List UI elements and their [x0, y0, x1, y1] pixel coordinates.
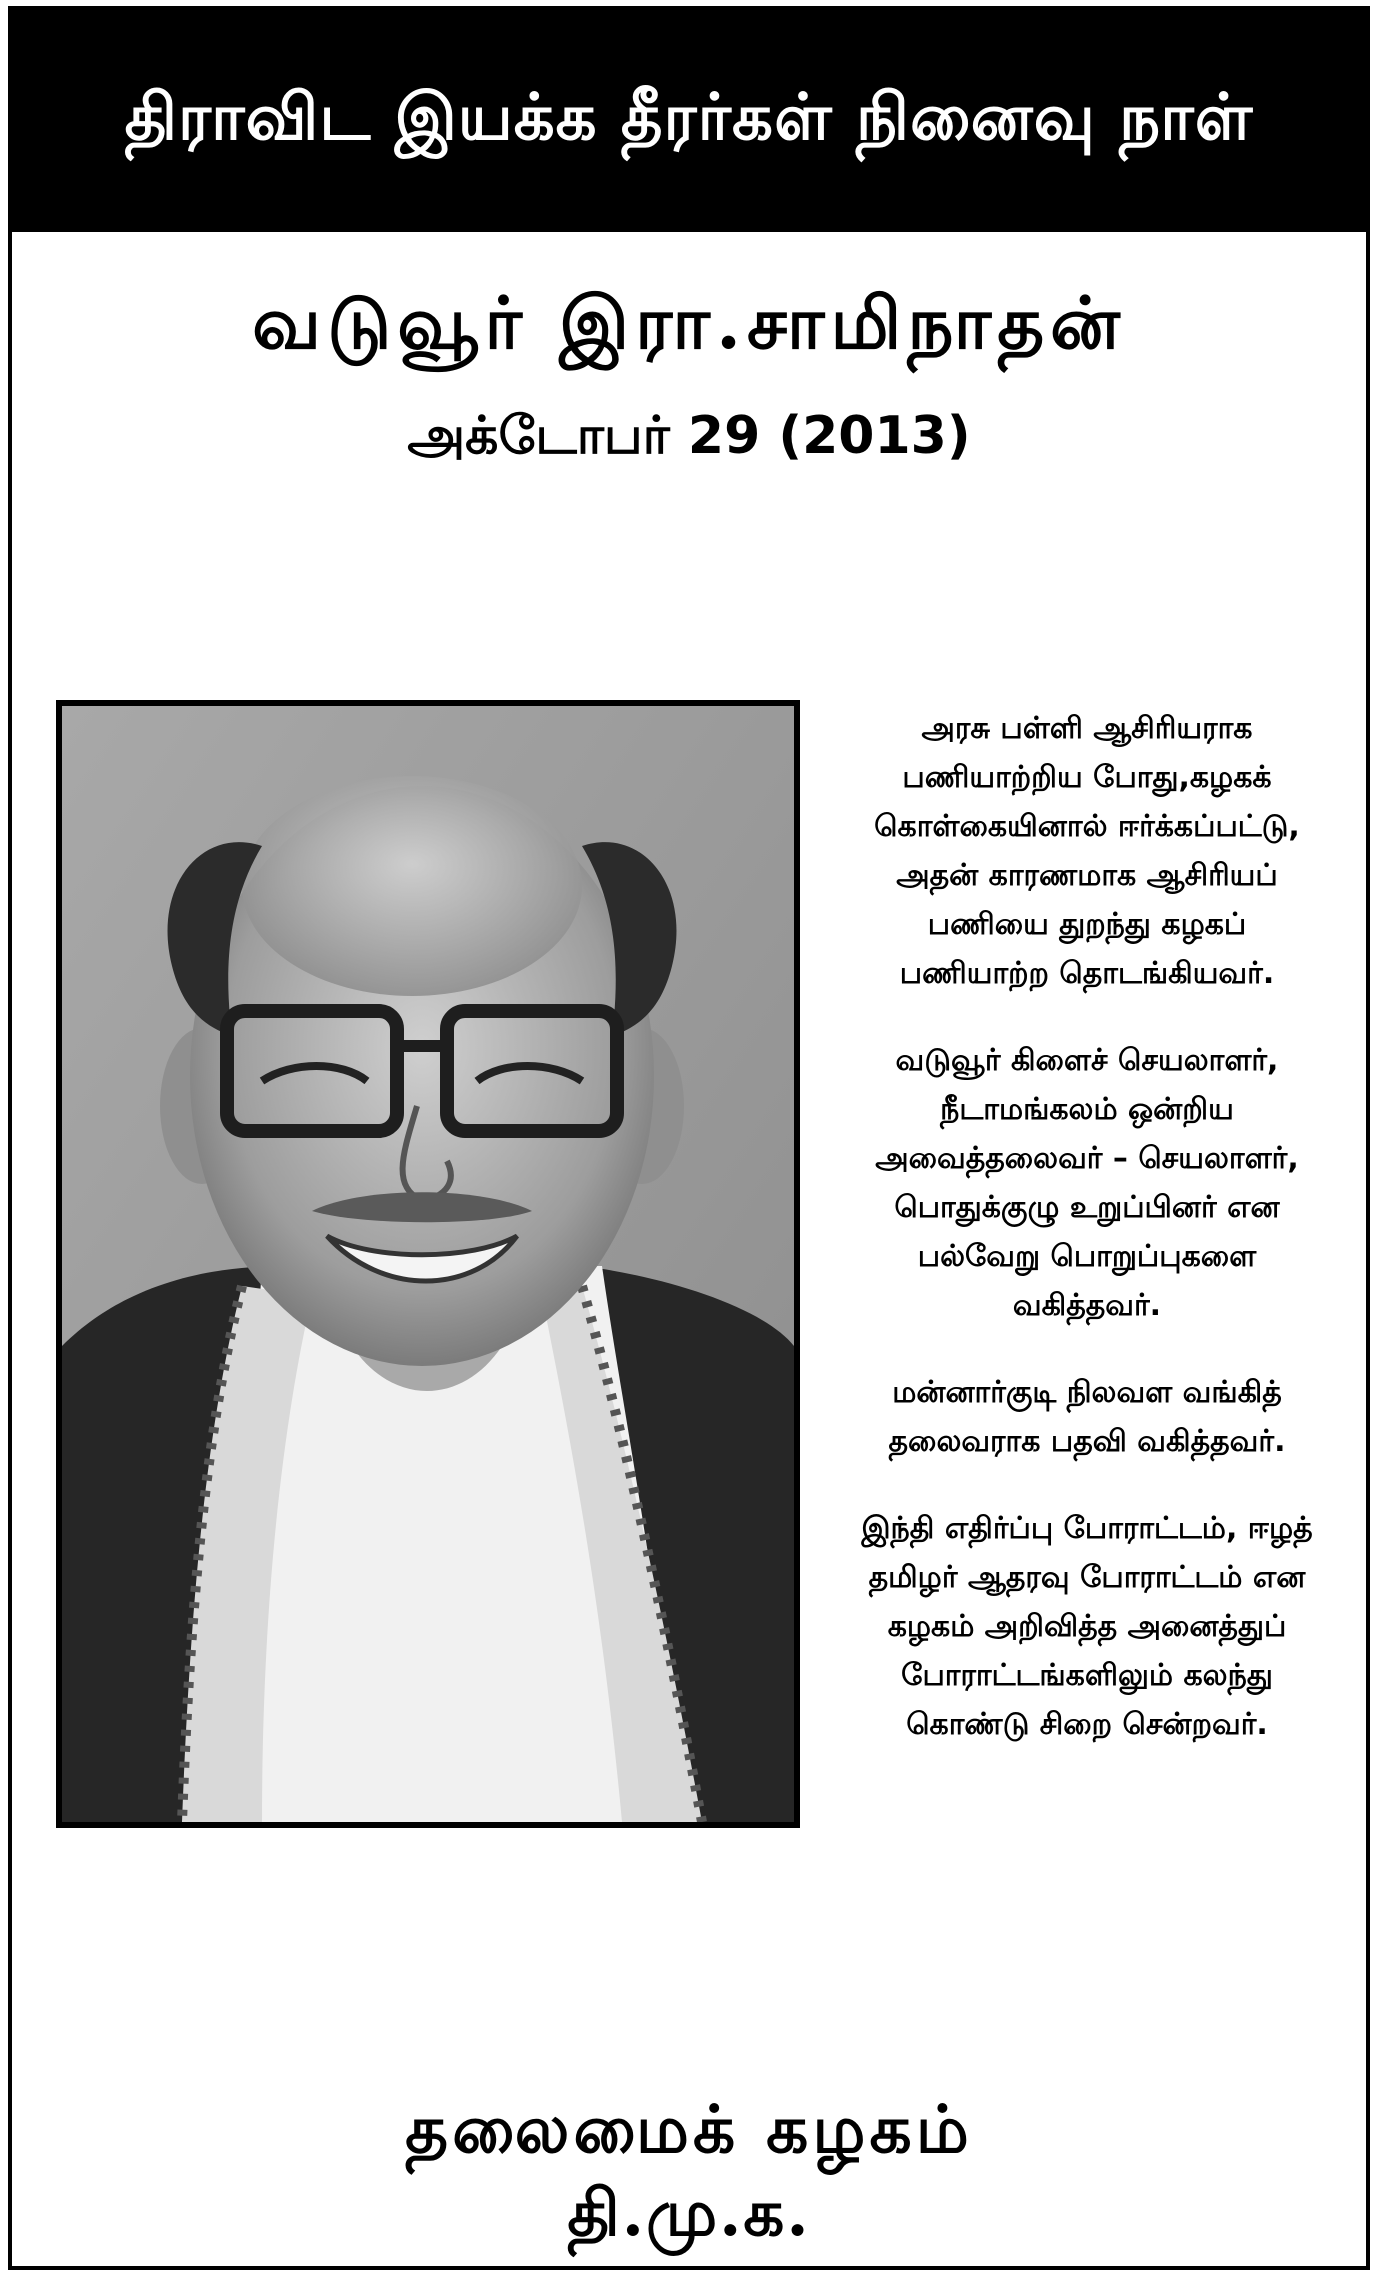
- bio-line: அவைத்தலைவர் – செயலாளர்,: [875, 1141, 1299, 1176]
- person-name: வடுவூர் இரா.சாமிநாதன்: [252, 280, 1126, 365]
- bio-line: அதன் காரணமாக ஆசிரியப்: [896, 858, 1278, 893]
- bio-line: கொண்டு சிறை சென்றவர்.: [906, 1707, 1268, 1742]
- portrait-illustration: [62, 706, 794, 1822]
- bio-paragraph-1: [822, 704, 1352, 998]
- bio-line: வடுவூர் கிளைச் செயலாளர்,: [895, 1043, 1279, 1078]
- memorial-poster: [8, 6, 1370, 2270]
- bio-line: தமிழர் ஆதரவு போராட்டம் என: [868, 1560, 1306, 1595]
- bio-line: நீடாமங்கலம் ஒன்றிய: [940, 1092, 1234, 1127]
- bio-line: கொள்கையினால் ஈர்க்கப்பட்டு,: [874, 809, 1300, 844]
- bio-line: பணியாற்ற தொடங்கியவர்.: [899, 956, 1275, 991]
- biography: [822, 704, 1352, 1787]
- banner-title: திராவிட இயக்க தீரர்கள் நினைவு நாள்: [124, 79, 1254, 155]
- bio-line: தலைவராக பதவி வகித்தவர்.: [888, 1424, 1286, 1459]
- bio-line: வகித்தவர்.: [1012, 1288, 1162, 1323]
- bio-line: போராட்டங்களிலும் கலந்து: [901, 1658, 1273, 1693]
- bio-line: இந்தி எதிர்ப்பு போராட்டம், ஈழத்: [861, 1511, 1313, 1546]
- memorial-date: அக்டோபர் 29 (2013): [407, 406, 971, 466]
- portrait-photo: [56, 700, 800, 1828]
- bio-line: பணியாற்றிய போது,கழகக்: [902, 760, 1272, 795]
- bio-line: பொதுக்குழு உறுப்பினர் என: [894, 1190, 1280, 1225]
- party-abbreviation: தி.மு.க.: [567, 2176, 811, 2251]
- bio-line: பல்வேறு பொறுப்புகளை: [917, 1239, 1257, 1274]
- bio-paragraph-4: [822, 1504, 1352, 1749]
- bio-paragraph-3: [822, 1368, 1352, 1466]
- bio-line: அரசு பள்ளி ஆசிரியராக: [921, 711, 1253, 746]
- bio-line: மன்னார்குடி நிலவள வங்கித்: [892, 1375, 1282, 1410]
- bio-line: பணியை துறந்து கழகப்: [927, 907, 1247, 942]
- organization-name: தலைமைக் கழகம்: [405, 2090, 973, 2168]
- bio-line: கழகம் அறிவித்த அனைத்துப்: [887, 1609, 1287, 1644]
- bio-paragraph-2: [822, 1036, 1352, 1330]
- header-banner: [12, 10, 1366, 232]
